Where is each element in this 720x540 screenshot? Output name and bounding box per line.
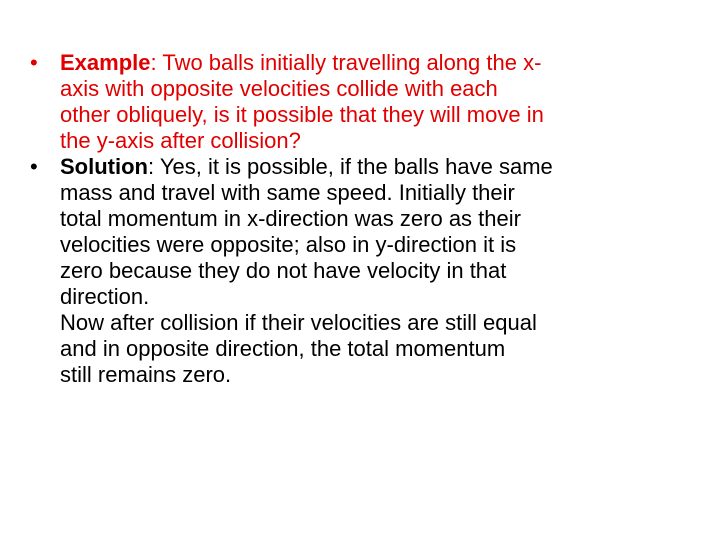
example-line-2: axis with opposite velocities collide with each: [60, 76, 498, 101]
solution-line-8: and in opposite direction, the total momentum: [60, 336, 506, 361]
example-colon: :: [150, 50, 157, 75]
bullet-icon: •: [30, 154, 38, 179]
example-line-3: other obliquely, is it possible that they will move in: [60, 102, 544, 127]
solution-line-3: total momentum in x-direction was zero as their: [60, 206, 521, 231]
solution-line-1: [60, 154, 690, 180]
solution-text-1: Yes, it is possible, if the balls have same: [154, 154, 553, 179]
solution-paragraph: [30, 154, 690, 388]
solution-line-5: zero because they do not have velocity in that: [60, 258, 507, 283]
example-paragraph: [30, 50, 690, 154]
example-label: Example: [60, 50, 151, 75]
solution-label: Solution: [60, 154, 148, 179]
solution-line-2: mass and travel with same speed. Initially their: [60, 180, 515, 205]
solution-line-7: Now after collision if their velocities are still equal: [60, 310, 537, 335]
solution-line-6: direction.: [60, 284, 150, 309]
example-line-1: [60, 50, 690, 76]
solution-line-9: still remains zero.: [60, 362, 232, 387]
bullet-icon: •: [30, 50, 38, 75]
solution-colon: :: [147, 154, 155, 179]
slide-content: [30, 50, 690, 388]
example-line-4: the y-axis after collision?: [60, 128, 301, 153]
solution-line-4: velocities were opposite; also in y-direction it is: [60, 232, 517, 257]
example-text-1: Two balls initially travelling along the x-: [156, 50, 542, 75]
